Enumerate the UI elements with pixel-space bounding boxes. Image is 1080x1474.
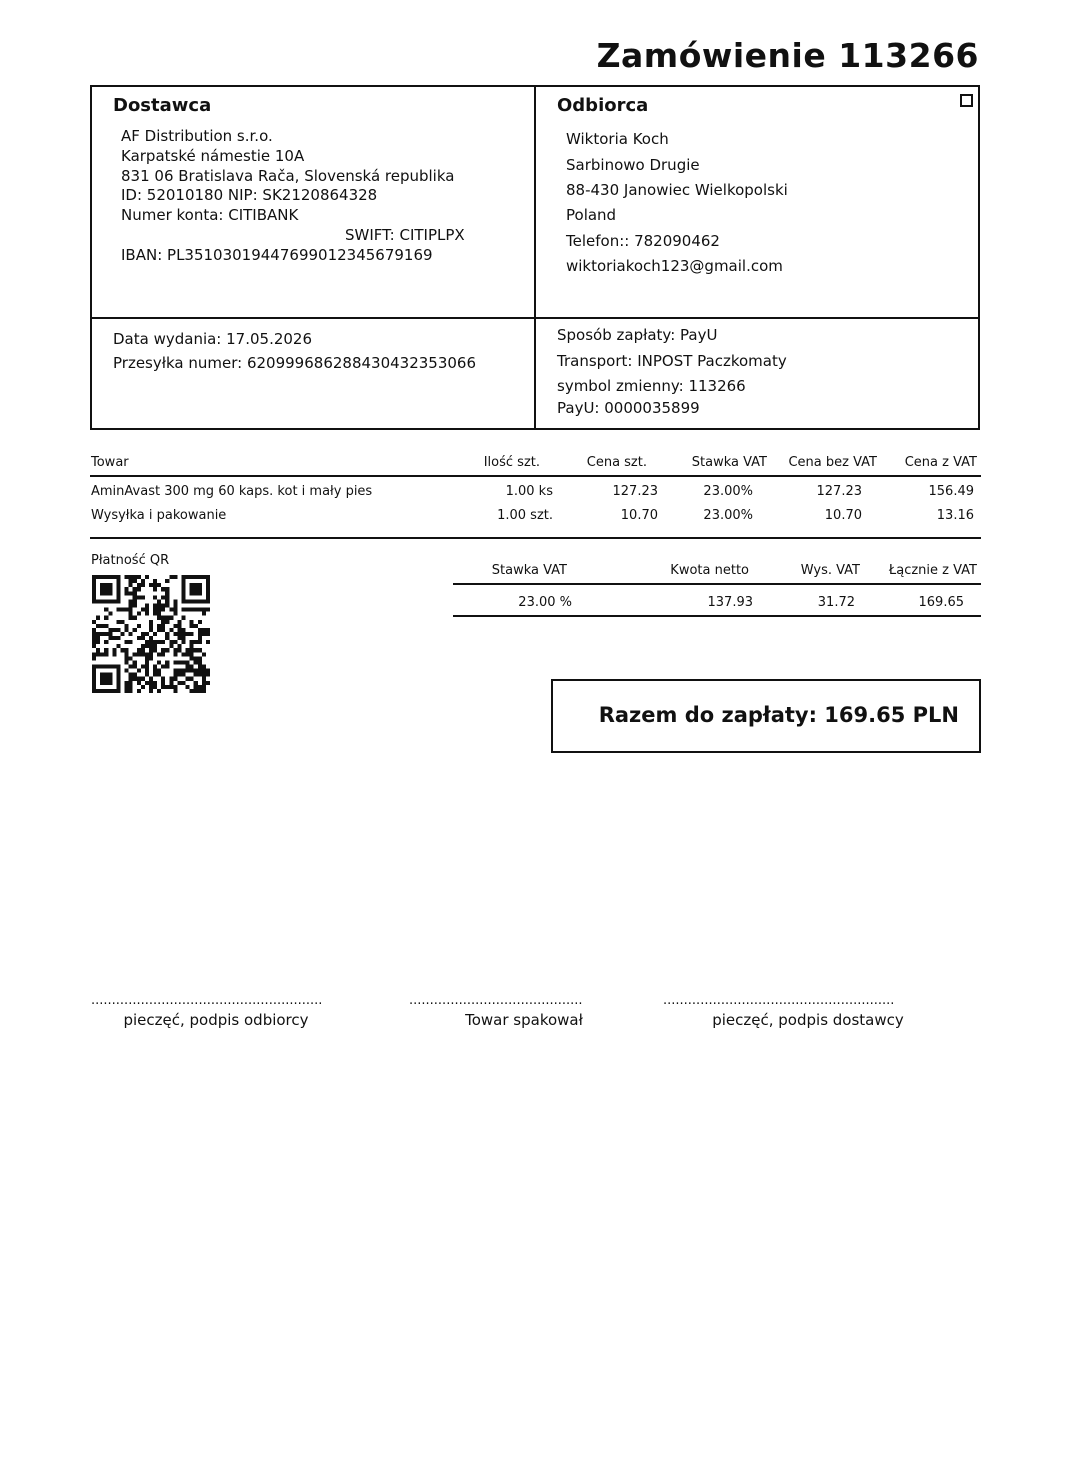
vat-header-vat: Wys. VAT: [800, 563, 860, 578]
payu-id: PayU: 0000035899: [557, 399, 700, 417]
table-row-1-gross-price: 156.49: [928, 484, 974, 499]
items-header-product: Towar: [91, 455, 129, 470]
vat-row-rate: 23.00 %: [518, 595, 572, 610]
info-box-divider-vertical: [534, 85, 536, 430]
vat-footer-rule: [453, 615, 981, 617]
signature-line-supplier: ........................................................: [663, 993, 895, 1008]
table-row-2-qty: 1.00 szt.: [497, 508, 553, 523]
table-row-2-vat-rate: 23.00%: [703, 508, 753, 523]
signature-line-recipient: ........................................................: [91, 993, 323, 1008]
table-row-1-net-price: 127.23: [816, 484, 862, 499]
qr-code-icon: [92, 575, 210, 693]
signature-label-packer: Towar spakował: [465, 1011, 583, 1029]
vat-row-vat: 31.72: [817, 595, 855, 610]
vat-header-gross: Łącznie z VAT: [888, 563, 977, 578]
supplier-ids: ID: 52010180 NIP: SK2120864328: [121, 186, 378, 204]
vat-header-rate: Stawka VAT: [491, 563, 567, 578]
supplier-account: Numer konta: CITIBANK: [121, 206, 299, 224]
vat-row-gross: 169.65: [918, 595, 964, 610]
signature-label-recipient: pieczęć, podpis odbiorcy: [123, 1011, 309, 1029]
transport-method: Transport: INPOST Paczkomaty: [557, 352, 787, 370]
table-row-1-vat-rate: 23.00%: [703, 484, 753, 499]
items-header-gross-price: Cena z VAT: [904, 455, 977, 470]
recipient-country: Poland: [566, 206, 617, 224]
recipient-street: Sarbinowo Drugie: [566, 156, 700, 174]
total-box: [551, 679, 981, 753]
supplier-heading: Dostawca: [113, 95, 212, 116]
supplier-city: 831 06 Bratislava Rača, Slovenská republika: [121, 167, 455, 185]
supplier-iban: IBAN: PL35103019447699012345679169: [121, 246, 433, 264]
table-row-2-product: Wysyłka i pakowanie: [91, 508, 227, 523]
items-header-net-price: Cena bez VAT: [788, 455, 877, 470]
vat-row-net: 137.93: [707, 595, 753, 610]
table-row-1-unit-price: 127.23: [612, 484, 658, 499]
signature-label-supplier: pieczęć, podpis dostawcy: [712, 1011, 904, 1029]
vat-header-net: Kwota netto: [670, 563, 749, 578]
table-row-1-product: AminAvast 300 mg 60 kaps. kot i mały pies: [91, 484, 373, 499]
qr-label: Płatność QR: [91, 553, 170, 568]
recipient-phone: Telefon:: 782090462: [566, 232, 720, 250]
items-header-qty: Ilość szt.: [483, 455, 540, 470]
info-box-divider-horizontal: [90, 317, 980, 319]
recipient-heading: Odbiorca: [557, 95, 649, 116]
vat-header-rule: [453, 583, 981, 585]
supplier-swift: SWIFT: CITIPLPX: [345, 226, 465, 244]
items-header-vat-rate: Stawka VAT: [691, 455, 767, 470]
variable-symbol: symbol zmienny: 113266: [557, 377, 746, 395]
recipient-city: 88-430 Janowiec Wielkopolski: [566, 181, 788, 199]
table-row-2-gross-price: 13.16: [936, 508, 974, 523]
shipment-number: Przesyłka numer: 620999686288430432353066: [113, 354, 477, 372]
total-amount: Razem do zapłaty: 169.65 PLN: [598, 703, 959, 727]
items-header-rule: [90, 475, 981, 477]
payment-method: Sposób zapłaty: PayU: [557, 326, 718, 344]
supplier-name: AF Distribution s.r.o.: [121, 127, 273, 145]
recipient-email: wiktoriakoch123@gmail.com: [566, 257, 783, 275]
supplier-street: Karpatské námestie 10A: [121, 147, 305, 165]
items-footer-rule: [90, 537, 981, 539]
signature-line-packer: ..........................................: [409, 993, 583, 1008]
table-row-1-qty: 1.00 ks: [505, 484, 553, 499]
table-row-2-net-price: 10.70: [824, 508, 862, 523]
recipient-name: Wiktoria Koch: [566, 130, 669, 148]
items-header-unit-price: Cena szt.: [586, 455, 647, 470]
table-row-2-unit-price: 10.70: [620, 508, 658, 523]
issue-date: Data wydania: 17.05.2026: [113, 330, 313, 348]
checkbox-icon: [960, 94, 973, 107]
page-title: Zamówienie 113266: [596, 36, 979, 75]
